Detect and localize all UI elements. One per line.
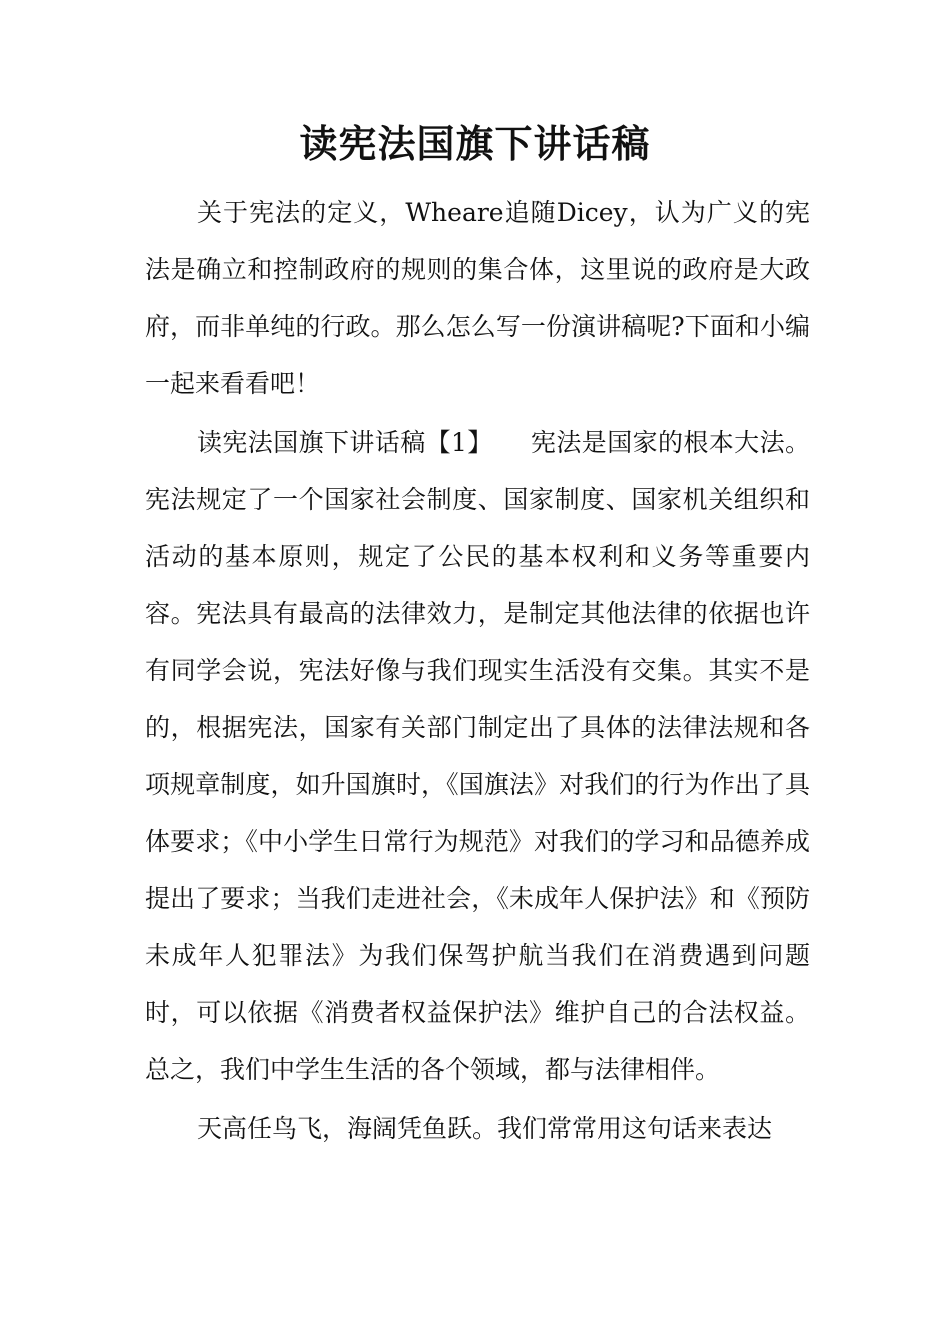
paragraph-intro: 关于宪法的定义，Wheare追随Dicey，认为广义的宪法是确立和控制政府的规则的集合体，这里说的政府是大政府，而非单纯的行政。那么怎么写一份演讲稿呢?下面和小编一起来看看吧！ [145, 198, 810, 398]
paragraph-speech-1: 读宪法国旗下讲话稿【1】 宪法是国家的根本大法。宪法规定了一个国家社会制度、国家制度、国家机关组织和活动的基本原则，规定了公民的基本权利和义务等重要内容。宪法具有最高的法律效力，是制定其他法律的依据也许有同学会说，宪法好像与我们现实生活没有交集。其实不是的，根据宪法，国家有关部门制定出了具体的法律法规和各项规章制度，如升国旗时，《国旗法》对我们的行为作出了具体要求；《中小学生日常行为规范》对我们的学习和品德养成提出了要求；当我们走进社会，《未成年人保护法》和《预防未成年人犯罪法》为我们保驾护航当我们在消费遇到问题时，可以依据《消费者权益保护法》维护自己的合法权益。总之，我们中学生生活的各个领域，都与法律相伴。 [145, 428, 810, 1084]
paragraph-speech-2: 天高任鸟飞，海阔凭鱼跃。我们常常用这句话来表达 [197, 1114, 773, 1143]
document-body [145, 184, 810, 1157]
document-title: 读宪法国旗下讲话稿 [299, 122, 651, 166]
